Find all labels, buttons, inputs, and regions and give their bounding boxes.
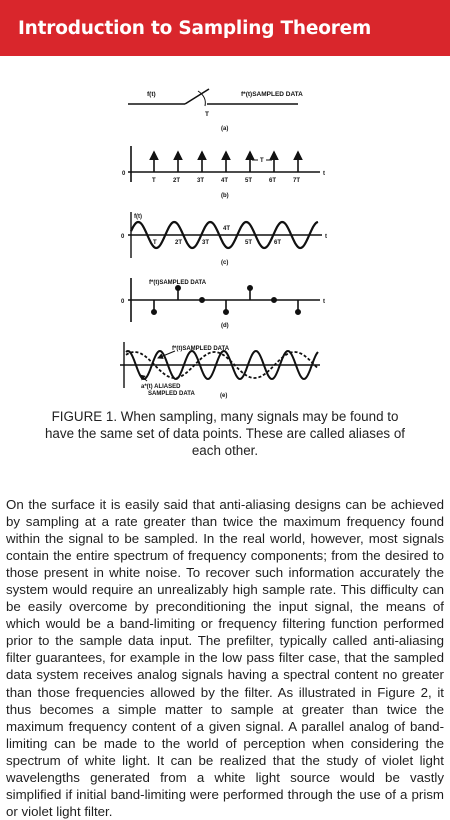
article-body — [6, 496, 444, 819]
panel-c-tick: 6T — [274, 240, 282, 246]
panel-a-switch-label: T — [205, 111, 209, 118]
figure-caption: FIGURE 1. When sampling, many signals may be found to have the same set of data points. These are called aliases of each other. — [44, 409, 406, 458]
app-bar — [0, 0, 450, 56]
panel-b-tick: 4T — [221, 178, 229, 184]
panel-c-signal-label: f(t) — [134, 214, 142, 220]
panel-c-tag: (c) — [221, 260, 229, 266]
panel-b-tick: 7T — [293, 178, 301, 184]
panel-b-tick: T — [152, 178, 156, 184]
panel-c-tick: 4T — [223, 226, 231, 232]
panel-c-tick: 5T — [245, 240, 253, 246]
figure-1 — [0, 56, 450, 406]
panel-b-impulse-train — [128, 146, 320, 182]
panel-b-period-label: T — [260, 158, 264, 164]
panel-e-aliased-label-2: SAMPLED DATA — [148, 391, 195, 397]
panel-b-origin: 0 — [122, 171, 126, 177]
panel-d-origin: 0 — [121, 299, 125, 305]
panel-e-tag: (e) — [220, 393, 228, 399]
panel-a-output-label: f*(t)SAMPLED DATA — [241, 91, 303, 98]
panel-b-axis-label: t — [323, 171, 325, 177]
panel-b-tick: 3T — [197, 178, 205, 184]
panel-b-tag: (b) — [221, 193, 229, 199]
panel-d-axis-label: t — [323, 299, 325, 305]
panel-c-tick: 2T — [175, 240, 183, 246]
panel-c-sinusoid — [128, 212, 322, 258]
panel-d-tag: (d) — [221, 323, 229, 329]
panel-d-signal-label: f*(t)SAMPLED DATA — [149, 280, 207, 286]
panel-b-tick: 6T — [269, 178, 277, 184]
panel-b-tick: 2T — [173, 178, 181, 184]
panel-c-origin: 0 — [121, 234, 125, 240]
panel-c-axis-label: t — [325, 234, 327, 240]
body-paragraph: On the surface it is easily said that anti-aliasing designs can be achieved by sampling at a rate greater than twice the maximum frequency found within the signal to be sampled. In the real world, however, most signals contain the entire spectrum of frequency components; from the desired to those present in white noise. To recover such information accurately the system would require an unrealizably high sample rate. This difficulty can be easily overcome by preconditioning the input signal, the means of which would be a band-limiting or frequency filtering function performed prior to the sample data input. The prefilter, typically called anti-aliasing filter guarantees, for example in the low pass filter case, that the sampled data system receives analog signals having a spectral content no greater than those frequencies allowed by the filter. As illustrated in Figure 2, it thus becomes a simple matter to sample at greater than twice the maximum frequency content of a given signal. A parallel analog of band-limiting can be made to the world of perception when considering the spectrum of white light. It can be realized that the study of violet light wavelengths generated from a white light source would be vastly simplified if initial band-limiting were performed through the use of a prism or violet light filter. — [6, 497, 444, 819]
panel-e-sampled-label: f*(t)SAMPLED DATA — [172, 346, 230, 352]
panel-e-aliased-label: a*(t) ALIASED — [141, 384, 181, 390]
panel-b-tick: 5T — [245, 178, 253, 184]
panel-a-tag: (a) — [221, 126, 229, 132]
panel-a-input-label: f(t) — [147, 91, 156, 98]
panel-c-tick: 3T — [202, 240, 210, 246]
page-title: Introduction to Sampling Theorem — [18, 17, 372, 39]
panel-c-tick: T — [153, 240, 157, 246]
